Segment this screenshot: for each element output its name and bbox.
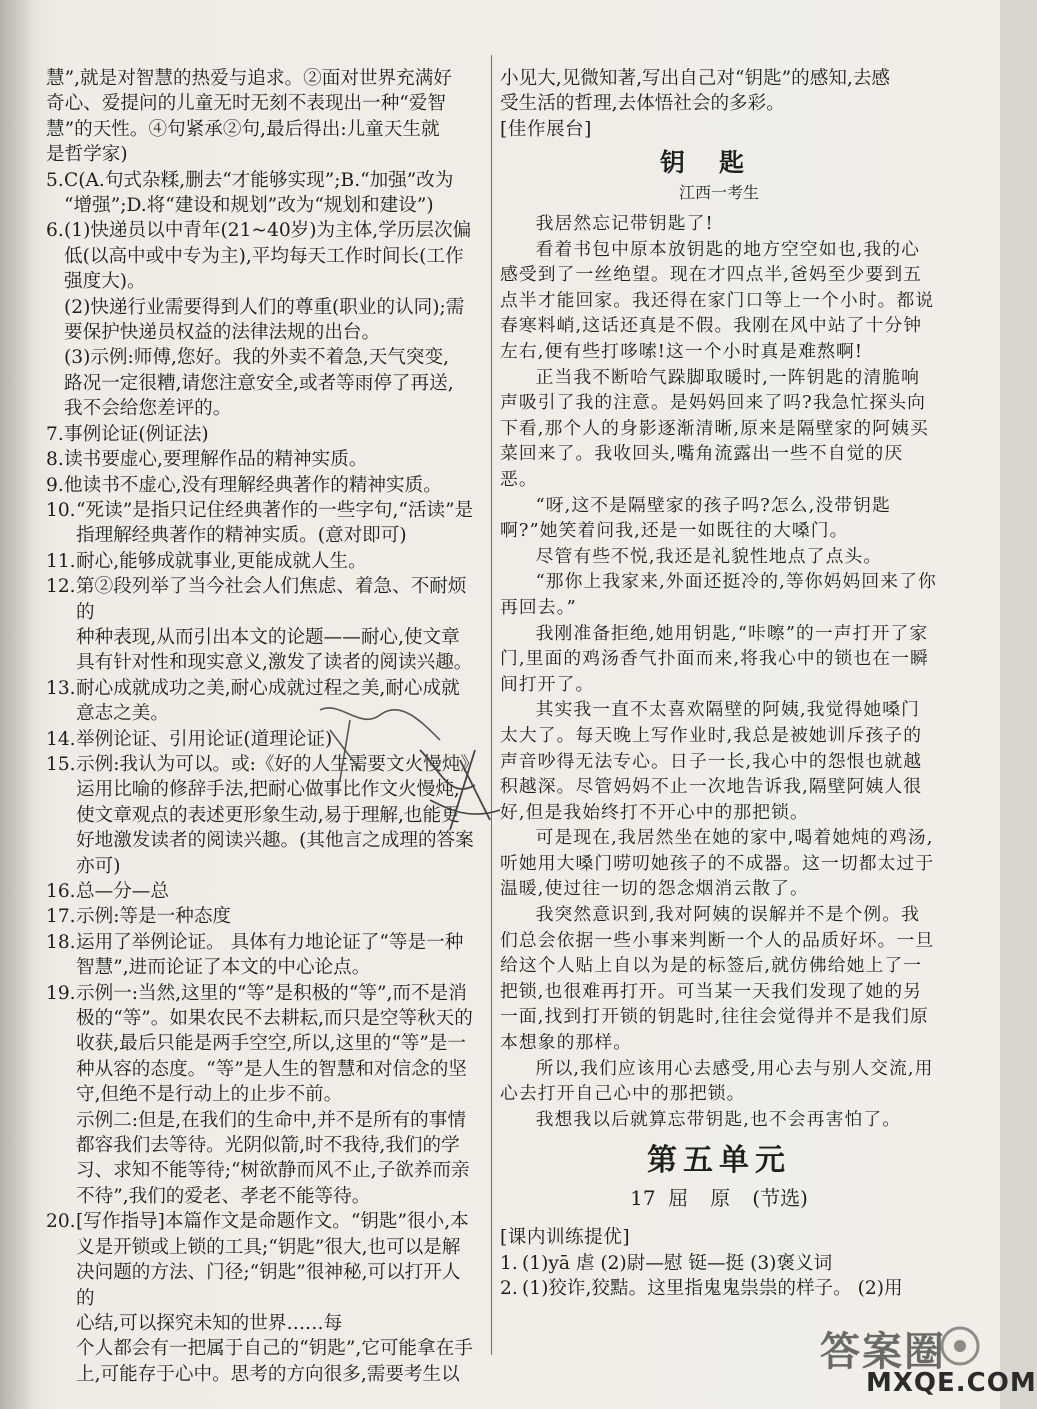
answer-text	[76, 752, 478, 879]
answer-item	[46, 574, 478, 676]
answer-item	[46, 879, 478, 904]
answer-number: 16.	[46, 881, 76, 902]
answer-line: 耐心,能够成就事业,更能成就人生。	[76, 550, 367, 572]
answer-line: 示例二:但是,在我们的生命中,并不是所有的事情	[76, 1109, 466, 1131]
answer-line: 使文章观点的表述更形象生动,易于理解,也能更	[76, 804, 460, 826]
answer-text	[76, 930, 478, 981]
answer-line: 智慧”,进而论证了本文的中心论点。	[76, 957, 371, 979]
answer-line: 种种表现,从而引出本文的论题——耐心,使文章	[76, 626, 460, 648]
answer-text	[76, 574, 478, 676]
answer-line: 好地激发读者的阅读兴趣。(其他言之成理的答案	[76, 830, 474, 852]
answer-item	[46, 981, 478, 1210]
essay-author: 江西一考生	[678, 182, 759, 202]
answer-text	[76, 904, 478, 929]
answer-line: 示例一:当然,这里的“等”是积极的“等”,而不是消	[76, 982, 467, 1004]
answer-item	[46, 549, 478, 574]
answer-number: 9.	[46, 474, 64, 496]
answer-line: 不待”,我们的爱老、孝老不能等待。	[76, 1185, 371, 1207]
answer-line: 强度大)。	[64, 271, 146, 293]
answer-line: (1)快递员以中青年(21~40岁)为主体,学历层次偏	[64, 220, 472, 242]
answer-line: 心结,可以探究未知的世界……每	[76, 1312, 343, 1334]
answer-text	[64, 218, 478, 421]
essay-paragraph: 我想我以后就算忘带钥匙,也不会再害怕了。	[535, 1108, 902, 1130]
answer-line: 慧”,就是对智慧的热爱与追求。②面对世界充满好	[46, 68, 452, 89]
answer-text	[76, 498, 478, 549]
answer-line: 收获,最后只能是两手空空,所以,这里的“等”是一	[76, 1033, 467, 1055]
answer-text	[64, 168, 478, 219]
answer-line: 习、求知不能等待;“树欲静而风不止,子欲养而亲	[76, 1160, 470, 1182]
practice-text: (1)yā 虐 (2)尉—慰 铤—挺 (3)褒义词	[522, 1252, 833, 1274]
answer-number: 12.	[46, 576, 76, 598]
answer-text	[46, 66, 478, 168]
answer-item	[46, 447, 478, 472]
answer-line: 意志之美。	[76, 703, 169, 725]
answer-text	[76, 676, 478, 727]
lesson-note: (节选)	[752, 1185, 808, 1210]
practice-item	[500, 1251, 938, 1276]
answer-item	[46, 752, 478, 879]
book-binding-shadow	[0, 0, 34, 1409]
practice-number: 1.	[500, 1252, 518, 1274]
lesson-number: 17	[630, 1185, 656, 1210]
answer-line: 极的“等”。如果农民不去耕耘,而只是空等秋天的	[76, 1008, 473, 1030]
answer-item	[46, 904, 478, 929]
answer-text	[76, 1209, 478, 1387]
answer-line: 我不会给您差评的。	[64, 398, 232, 420]
answer-number: 8.	[46, 449, 64, 471]
answer-line: 总—分—总	[76, 881, 169, 902]
practice-text: (1)狡诈,狡黠。这里指鬼鬼祟祟的样子。 (2)用	[522, 1278, 903, 1300]
answer-line: 第②段列举了当今社会人们焦虑、着急、不耐烦的	[76, 576, 467, 623]
answer-item	[46, 676, 478, 727]
answer-line: 他读书不虚心,没有理解经典著作的精神实质。	[64, 474, 442, 496]
answer-line: 亦可)	[76, 855, 121, 877]
answer-text	[76, 727, 478, 752]
answer-text	[64, 473, 478, 498]
answer-line: 都容我们去等待。光阴似箭,时不我待,我们的学	[76, 1135, 460, 1157]
answer-number: 10.	[46, 499, 76, 521]
answer-line: 守,但绝不是行动上的止步不前。	[76, 1084, 343, 1106]
answer-text	[76, 981, 478, 1210]
left-column	[46, 66, 478, 1387]
column-divider	[491, 55, 492, 1355]
essay-title: 钥匙	[659, 148, 778, 178]
answer-line: 举例论证、引用论证(道理论证)	[76, 728, 333, 750]
answer-line: 读书要虚心,要理解作品的精神实质。	[64, 449, 368, 471]
practice-item	[500, 1276, 938, 1301]
answer-item	[46, 422, 478, 447]
answer-line: 是哲学家)	[46, 144, 128, 166]
right-column	[500, 66, 938, 1301]
answer-line: 运用比喻的修辞手法,把耐心做事比作文火慢炖,	[76, 779, 460, 801]
answer-number: 6.	[46, 220, 64, 242]
essay-paragraph: “那你上我家来,外面还挺冷的,等你妈妈回来了你再回去。”	[500, 571, 937, 618]
answer-number: 7.	[46, 423, 64, 445]
section-label-practice: [课内训练提优]	[500, 1227, 631, 1249]
answer-line: 耐心成就成功之美,耐心成就过程之美,耐心成就	[76, 677, 460, 699]
section-label-showcase: [佳作展台]	[500, 118, 592, 140]
essay-paragraph: 可是现在,我居然坐在她的家中,喝着她炖的鸡汤,听她用大嗓门唠叨她孩子的不成器。这一切都太过于温暖,使过往一切的怨念烟消云散了。	[500, 827, 935, 900]
answer-number: 13.	[46, 677, 76, 699]
answer-line: 路况一定很糟,请您注意安全,或者等雨停了再送,	[64, 372, 454, 394]
unit-title: 第五单元	[647, 1143, 791, 1179]
answer-line: 示例:等是一种态度	[76, 906, 232, 928]
answer-line: [写作指导]本篇作文是命题作文。“钥匙”很小,本	[76, 1211, 469, 1233]
essay-paragraph: 我居然忘记带钥匙了!	[535, 213, 714, 235]
answer-line: 个人都会有一把属于自己的“钥匙”,它可能拿在手	[76, 1338, 473, 1360]
answer-line: 上,可能存于心中。思考的方向很多,需要考生以	[76, 1363, 460, 1385]
answer-item	[46, 930, 478, 981]
watermark-cn: 答案圈	[820, 1329, 946, 1375]
essay-body	[500, 211, 938, 1132]
answer-text	[76, 879, 478, 904]
answer-line: 奇心、爱提问的儿童无时无刻不表现出一种“爱智	[46, 93, 446, 115]
watermark-url: MXQE.COM	[866, 1368, 1037, 1398]
essay-paragraph: 正当我不断哈气跺脚取暖时,一阵钥匙的清脆响声吸引了我的注意。是妈妈回来了吗?我急忙探头向下看,那个人的身影逐渐清晰,原来是隔壁家的阿姨买菜回来了。我收回头,嘴角流露出一些不自觉的厌恶。	[500, 366, 929, 490]
intro-continuation	[500, 66, 938, 117]
answer-line: 指理解经典著作的精神实质。(意对即可)	[76, 525, 407, 547]
answer-item	[46, 498, 478, 549]
answer-number: 20.	[46, 1211, 76, 1233]
practice-list	[500, 1251, 938, 1302]
answer-number: 19.	[46, 982, 76, 1004]
answer-item	[46, 473, 478, 498]
answer-line: 示例:我认为可以。或:《好的人生需要文火慢炖》	[76, 753, 479, 775]
answer-text	[64, 447, 478, 472]
essay-paragraph: “呀,这不是隔壁家的孩子吗?怎么,没带钥匙啊?”她笑着问我,还是一如既往的大嗓门。	[500, 494, 891, 542]
answer-line: 决问题的方法、门径;“钥匙”很神秘,可以打开人的	[76, 1262, 461, 1309]
answer-item	[46, 66, 478, 168]
answer-number: 17.	[46, 906, 76, 928]
answer-line: (2)快递行业需要得到人们的尊重(职业的认同);需	[64, 296, 465, 318]
answer-line: 义是开锁或上锁的工具;“钥匙”很大,也可以是解	[76, 1236, 461, 1258]
answer-number: 18.	[46, 931, 76, 953]
answer-line: C(A.句式杂糅,删去“才能够实现”;B.“加强”改为	[64, 169, 454, 191]
answer-line: 低(以高中或中专为主),平均每天工作时间长(工作	[64, 245, 464, 267]
practice-number: 2.	[500, 1278, 518, 1300]
essay-paragraph: 尽管有些不悦,我还是礼貌性地点了点头。	[535, 545, 883, 567]
answer-item	[46, 168, 478, 219]
essay-paragraph: 所以,我们应该用心去感受,用心去与别人交流,用心去打开自己心中的那把锁。	[500, 1057, 934, 1105]
answer-line: 种从容的态度。“等”是人生的智慧和对信念的坚	[76, 1058, 467, 1080]
essay-paragraph: 我突然意识到,我对阿姨的误解并不是个例。我们总会依据一些小事来判断一个人的品质好坏。一旦给这个人贴上自以为是的标签后,就仿佛给她上了一把锁,也很难再打开。可当某一天我们发现了她的另一面,找到打开锁的钥匙时,往往会觉得并不是我们原本想象的那样。	[500, 904, 935, 1054]
answer-line: 慧”的天性。④句紧承②句,最后得出:儿童天生就	[46, 118, 440, 140]
answer-item	[46, 727, 478, 752]
answer-item	[46, 218, 478, 421]
answer-number: 15.	[46, 753, 76, 775]
essay-paragraph: 其实我一直不太喜欢隔壁的阿姨,我觉得她嗓门太大了。每天晚上写作业时,我总是被她训斥孩子的声音吵得无法专心。日子一长,我心中的怨恨也就越积越深。尽管妈妈不止一次地告诉我,隔壁阿姨人很好,但是我始终打不开心中的那把锁。	[500, 699, 923, 823]
answer-line: “死读”是指只记住经典著作的一些字句,“活读”是	[76, 499, 474, 521]
answer-item	[46, 1209, 478, 1387]
answer-line: “增强”;D.将“建设和规划”改为“规划和建设”)	[64, 195, 434, 217]
answer-line: 事例论证(例证法)	[64, 423, 209, 445]
essay-paragraph: 看着书包中原本放钥匙的地方空空如也,我的心感受到了一丝绝望。现在才四点半,爸妈至少要到五点半才能回家。我还得在家门口等上一个小时。都说春寒料峭,这话还真是不假。我刚在风中站了十分钟左右,便有些打哆嗦!这一个小时真是难熬啊!	[500, 238, 935, 362]
answer-text	[76, 549, 478, 574]
lesson-name: 屈原	[668, 1185, 753, 1210]
answer-number: 5.	[46, 169, 64, 191]
essay-paragraph: 我刚准备拒绝,她用钥匙,“咔嚓”的一声打开了家门,里面的鸡汤香气扑面而来,将我心中的锁也在一瞬间打开了。	[500, 622, 929, 695]
answer-text	[64, 422, 478, 447]
answer-line: 要保护快递员权益的法律法规的出台。	[64, 322, 381, 344]
intro-line: 受生活的哲理,去体悟社会的多彩。	[500, 93, 785, 115]
intro-line: 小见大,见微知著,写出自己对“钥匙”的感知,去感	[500, 68, 891, 89]
lesson-title	[500, 1186, 938, 1211]
answer-line: 具有针对性和现实意义,激发了读者的阅读兴趣。	[76, 652, 473, 674]
answer-number: 11.	[46, 550, 76, 572]
answer-number: 14.	[46, 728, 76, 750]
answer-line: (3)示例:师傅,您好。我的外卖不着急,天气突变,	[64, 347, 450, 369]
answer-line: 运用了举例论证。 具体有力地论证了“等是一种	[76, 931, 464, 953]
